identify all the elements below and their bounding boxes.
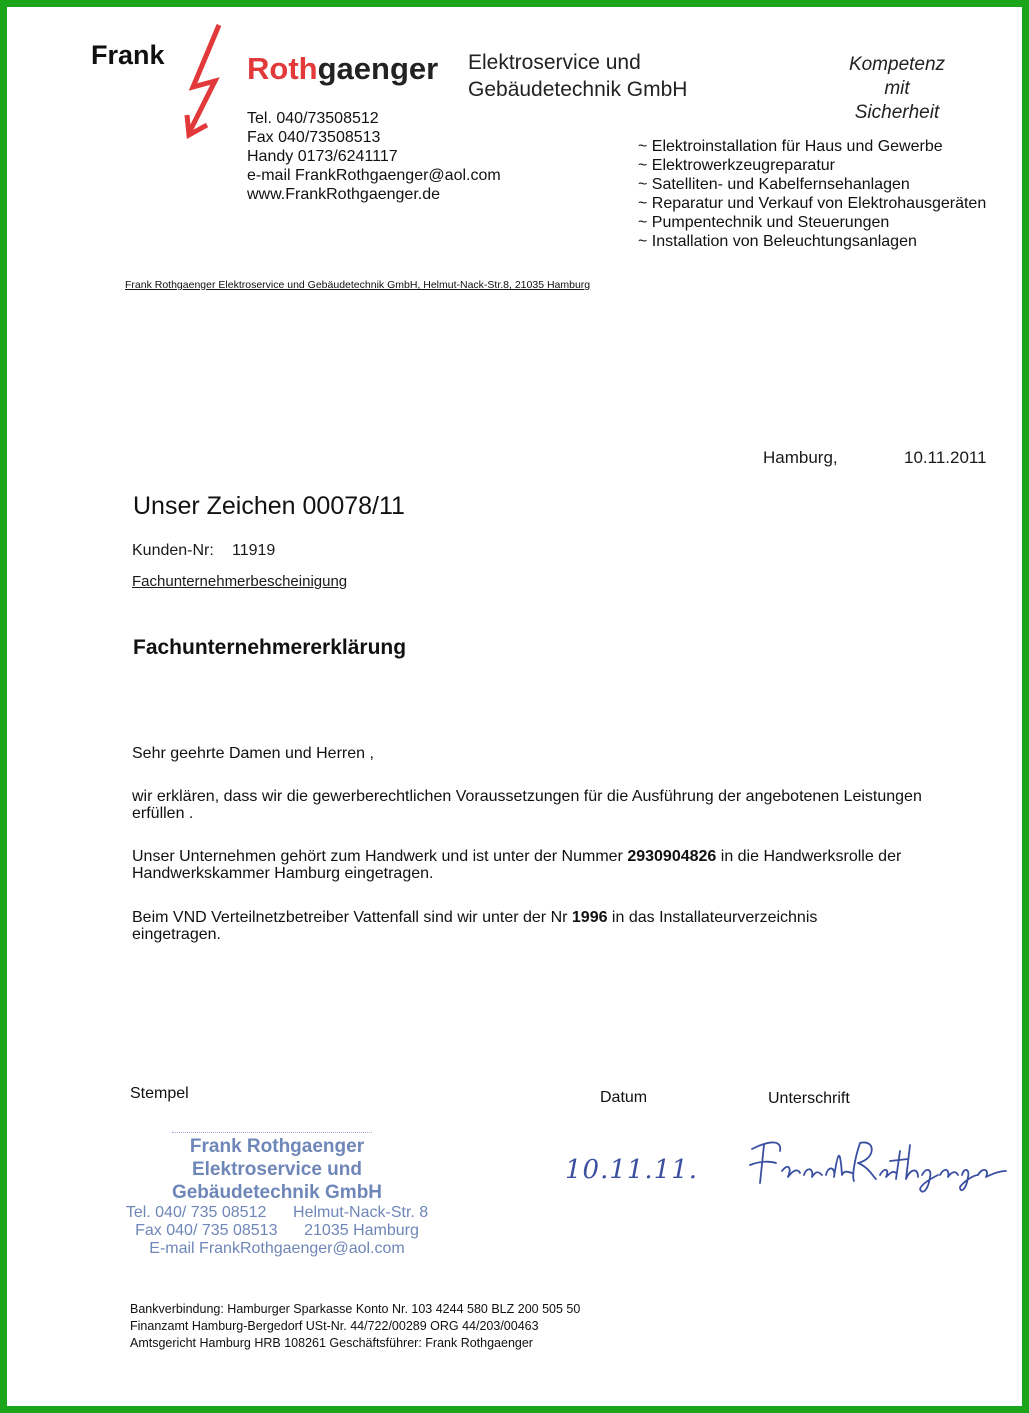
services-list [638,137,986,251]
stamp-line: Fax 040/ 735 08513 21035 Hamburg [135,1222,419,1239]
customer-number-value: 11919 [232,542,276,559]
reference-number: Unser Zeichen 00078/11 [133,492,405,520]
handwritten-date: 10.11.11. [565,1155,699,1185]
trade-register-number: 2930904826 [627,848,717,865]
installer-number: 1996 [571,909,608,926]
letter-date: 10.11.2011 [904,448,987,467]
service-item: ~ Installation von Beleuchtungsanlagen [638,233,917,250]
company-name-line2: Gebäudetechnik GmbH [468,78,688,101]
slogan [827,53,967,125]
stamp-line: Tel. 040/ 735 08512 Helmut-Nack-Str. 8 [125,1204,429,1221]
paragraph-trade-register [132,848,962,882]
stamp-line: Elektroservice und [191,1159,363,1180]
service-item: ~ Reparatur und Verkauf von Elektrohausgeräten [638,195,987,212]
sender-address-line: Frank Rothgaenger Elektroservice und Gebäudetechnik GmbH, Helmut-Nack-Str.8, 21035 Hamburg [125,279,591,291]
tax-details: Finanzamt Hamburg-Bergedorf USt-Nr. 44/722/00289 ORG 44/203/00463 [130,1319,539,1333]
salutation: Sehr geehrte Damen und Herren , [132,745,374,762]
document-type: Fachunternehmerbescheinigung [132,573,348,590]
mobile-number: Handy 0173/6241117 [247,148,398,165]
brand-last-name-rest: gaenger [317,51,439,86]
lightning-bolt-icon [175,21,235,143]
fax-number: Fax 040/73508513 [247,129,381,146]
paragraph-text: in die Handwerksrolle der Handwerkskammer Hamburg eingetragen. [132,848,902,882]
paragraph-installer-registry [132,909,872,943]
stamp-line: E-mail FrankRothgaenger@aol.com [149,1240,405,1257]
stamp-line: Frank Rothgaenger [189,1136,365,1157]
letter-heading: Fachunternehmererklärung [133,636,407,659]
service-item: ~ Pumpentechnik und Steuerungen [638,214,890,231]
paragraph-text: Unser Unternehmen gehört zum Handwerk und ist unter der Nummer [132,848,628,865]
service-item: ~ Satelliten- und Kabelfernsehanlagen [638,176,910,193]
website-address: www.FrankRothgaenger.de [247,186,440,203]
service-item: ~ Elektroinstallation für Haus und Gewerbe [638,138,943,155]
paragraph-text: in das Installateurverzeichnis eingetragen. [132,909,818,943]
paragraph-text: Beim VND Verteilnetzbetreiber Vattenfall sind wir unter der Nr [132,909,572,926]
phone-number: Tel. 040/73508512 [247,110,379,127]
brand-first-name: Frank [91,40,165,70]
company-stamp [117,1135,437,1258]
handwritten-signature [742,1131,1012,1201]
footer-block [130,1301,580,1352]
court-register-details: Amtsgericht Hamburg HRB 108261 Geschäftsführer: Frank Rothgaenger [130,1336,533,1350]
contact-block [247,109,501,204]
service-item: ~ Elektrowerkzeugreparatur [638,157,835,174]
email-address: e-mail FrankRothgaenger@aol.com [247,167,501,184]
signature-label: Unterschrift [768,1090,850,1107]
paragraph-qualification: wir erklären, dass wir die gewerberechtlichen Voraussetzungen für die Ausführung der angebotenen Leistungen erfüllen . [132,788,922,822]
slogan-line: Sicherheit [854,102,940,123]
letter-place: Hamburg, [763,448,838,467]
slogan-line: mit [884,78,910,99]
customer-number-label: Kunden-Nr: [132,542,214,559]
stamp-label: Stempel [130,1085,189,1102]
stamp-line: Gebäudetechnik GmbH [171,1182,383,1203]
brand-last-name-red: Roth [247,51,318,86]
company-name-line1: Elektroservice und [468,51,641,74]
bank-details: Bankverbindung: Hamburger Sparkasse Konto Nr. 103 4244 580 BLZ 200 505 50 [130,1302,581,1316]
slogan-line: Kompetenz [848,54,946,75]
brand-last-name [247,51,438,87]
date-label: Datum [600,1089,648,1106]
stamp-top-rule [172,1132,372,1133]
